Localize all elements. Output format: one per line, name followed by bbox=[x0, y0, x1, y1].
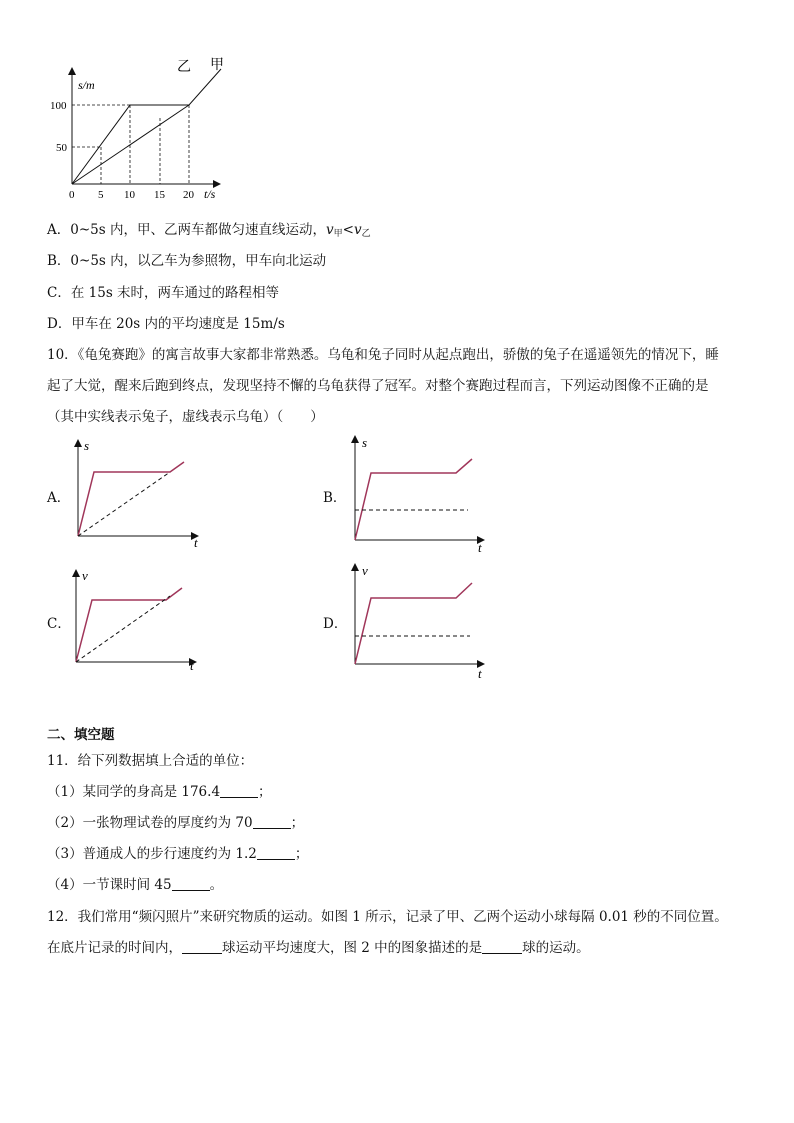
ytick-100: 100 bbox=[50, 100, 67, 112]
q11-p1-text: （1）某同学的身高是 176.4 bbox=[47, 784, 221, 800]
q12-line-2 bbox=[47, 939, 590, 957]
graph-b-t-label: t bbox=[478, 540, 482, 554]
q10-option-c-label: C． bbox=[47, 616, 71, 632]
q10-graph-a bbox=[68, 436, 208, 552]
q11-part-1 bbox=[47, 783, 272, 801]
q9-d-text: 甲车在 20s 内的平均速度是 15m/s bbox=[71, 316, 285, 332]
label-yi: 乙 bbox=[177, 60, 191, 75]
q9-d-label: D． bbox=[47, 316, 72, 332]
q11-p1-blank[interactable] bbox=[220, 785, 258, 798]
graph-b-rabbit-line bbox=[355, 459, 472, 540]
xtick-5: 5 bbox=[98, 189, 104, 200]
q10-graph-b bbox=[344, 432, 494, 554]
ylabel: s/m bbox=[78, 78, 95, 92]
q11-p2-blank[interactable] bbox=[253, 816, 291, 829]
q11-stem: 11．给下列数据填上合适的单位： bbox=[47, 753, 254, 769]
q9-c-text: 在 15s 末时，两车通过的路程相等 bbox=[70, 285, 280, 301]
q9-b-text: 0~5s 内，以乙车为参照物，甲车向北运动 bbox=[70, 253, 327, 269]
q11-p3-end: ； bbox=[294, 846, 309, 862]
q9-option-a bbox=[47, 221, 371, 243]
q10-line-2: 起了大觉，醒来后跑到终点，发现坚持不懈的乌龟获得了冠军。对整个赛跑过程而言，下列运动图像不正确的是 bbox=[47, 378, 709, 394]
graph-d-v-label: v bbox=[362, 563, 368, 578]
q10-graph-c bbox=[66, 566, 206, 678]
q12-blank-2[interactable] bbox=[482, 941, 522, 954]
q9-option-b bbox=[47, 252, 326, 270]
q11-p3-blank[interactable] bbox=[257, 847, 295, 860]
q10-option-a-label: A． bbox=[47, 490, 71, 506]
section-title: 二、填空题 bbox=[47, 727, 115, 743]
q10-graph-d bbox=[344, 560, 494, 680]
q11-p4-text: （4）一节课时间 45 bbox=[47, 877, 172, 893]
q10-line-3: （其中实线表示兔子，虚线表示乌龟）（ ） bbox=[47, 409, 324, 425]
line-jia bbox=[72, 105, 189, 184]
graph-d-t-label: t bbox=[478, 666, 482, 680]
q9-option-d bbox=[47, 315, 285, 333]
q9-st-graph bbox=[40, 52, 240, 200]
q11-p4-blank[interactable] bbox=[172, 878, 210, 891]
q9-a-label: A． bbox=[47, 222, 71, 238]
q9-a-text: 0~5s 内，甲、乙两车都做匀速直线运动， bbox=[70, 222, 326, 238]
xtick-20: 20 bbox=[183, 189, 194, 200]
ytick-50: 50 bbox=[56, 142, 67, 154]
q9-a-sub2: 乙 bbox=[361, 229, 371, 239]
q11-p2-text: （2）一张物理试卷的厚度约为 70 bbox=[47, 815, 253, 831]
q11-part-2 bbox=[47, 814, 304, 832]
graph-b-s-label: s bbox=[362, 435, 368, 450]
q10-option-b-label: B． bbox=[323, 490, 347, 506]
graph-c-t-label: t bbox=[190, 658, 194, 673]
q12-text-b: 球运动平均速度大，图 2 中的图象描述的是 bbox=[222, 940, 483, 956]
graph-c-v-label: v bbox=[82, 568, 88, 583]
label-jia: 甲 bbox=[210, 58, 224, 73]
q9-a-sub1: 甲 bbox=[333, 229, 343, 239]
q11-part-3 bbox=[47, 845, 308, 863]
xlabel: t/s bbox=[204, 187, 216, 200]
q10-option-d-label: D． bbox=[323, 616, 348, 632]
q11-p4-end: 。 bbox=[209, 877, 224, 893]
xtick-10: 10 bbox=[124, 189, 135, 200]
graph-d-rabbit-line bbox=[355, 583, 472, 664]
q12-text-a: 在底片记录的时间内， bbox=[47, 940, 182, 956]
q12-blank-1[interactable] bbox=[182, 941, 222, 954]
q9-option-c bbox=[47, 284, 279, 302]
q11-p3-text: （3）普通成人的步行速度约为 1.2 bbox=[47, 846, 257, 862]
q9-a-lt: < bbox=[342, 222, 354, 238]
graph-a-t-label: t bbox=[194, 535, 198, 550]
xtick-0: 0 bbox=[69, 189, 75, 200]
q11-p1-end: ； bbox=[258, 784, 272, 800]
q12-line-1: 12．我们常用“频闪照片”来研究物质的运动。如图 1 所示，记录了甲、乙两个运动小球每隔 0.01 秒的不同位置。 bbox=[47, 909, 728, 925]
q11-p2-end: ； bbox=[290, 815, 305, 831]
q11-part-4 bbox=[47, 876, 223, 894]
q9-a-v2: v bbox=[353, 222, 362, 238]
q9-a-v1: v bbox=[325, 222, 334, 238]
q9-b-label: B． bbox=[47, 253, 71, 269]
graph-a-s-label: s bbox=[84, 438, 90, 453]
q12-text-c: 球的运动。 bbox=[522, 940, 590, 956]
q10-line-1: 10．《龟兔赛跑》的寓言故事大家都非常熟悉。乌龟和兔子同时从起点跑出，骄傲的兔子在遥遥领先的情况下，睡 bbox=[47, 347, 719, 363]
q9-c-label: C． bbox=[47, 285, 71, 301]
xtick-15: 15 bbox=[154, 189, 165, 200]
